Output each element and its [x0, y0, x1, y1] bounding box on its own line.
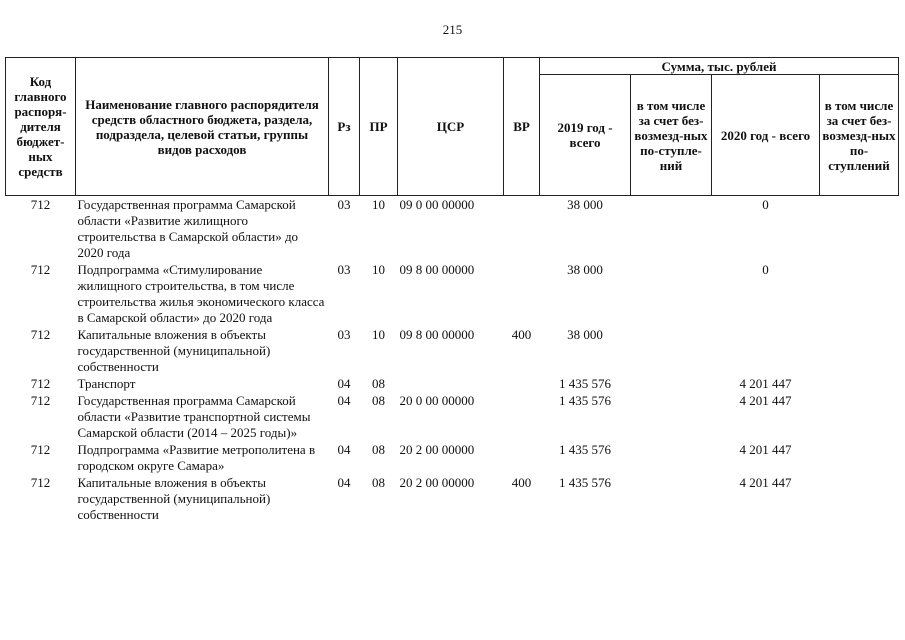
- header-vr: ВР: [504, 58, 540, 196]
- cell-rz: 04: [337, 393, 351, 408]
- cell-2019-total: 38 000: [567, 197, 603, 212]
- cell-code: 712: [30, 262, 51, 277]
- cell-2019-total: 1 435 576: [559, 376, 611, 391]
- cell-name: Подпрограмма «Развитие метрополитена в городском округе Самара»: [77, 442, 316, 473]
- header-code: Код главного распоря-дителя бюджет-ных средств: [6, 58, 76, 196]
- cell-2020-free: [820, 392, 899, 441]
- table-row: [6, 375, 899, 392]
- table-header: [6, 58, 899, 196]
- header-name: Наименование главного распорядителя средств областного бюджета, раздела, подраздела, целевой статьи, группы видов расходов: [76, 58, 329, 196]
- cell-vr: [504, 375, 540, 392]
- header-2020-total: 2020 год - всего: [712, 75, 820, 196]
- cell-vr: 400: [511, 475, 532, 490]
- header-pr: ПР: [360, 58, 398, 196]
- cell-2019-free: [631, 375, 712, 392]
- cell-code: 712: [30, 475, 51, 490]
- cell-name: Транспорт: [77, 376, 136, 391]
- cell-2019-total: 1 435 576: [559, 442, 611, 457]
- cell-2020-total: 4 201 447: [739, 475, 792, 490]
- budget-table: [5, 57, 899, 523]
- cell-2019-total: 38 000: [567, 327, 603, 342]
- page-number: 215: [442, 22, 463, 37]
- cell-code: 712: [30, 376, 51, 391]
- cell-2019-free: [631, 392, 712, 441]
- cell-rz: 03: [337, 197, 351, 212]
- cell-pr: 08: [372, 393, 385, 408]
- table-row: [6, 392, 899, 441]
- cell-csr: 20 2 00 00000: [399, 475, 475, 490]
- cell-2020-total: [712, 326, 820, 375]
- cell-name: Капитальные вложения в объекты государственной (муниципальной) собственности: [77, 327, 271, 374]
- header-2020-free: в том числе за счет без-возмезд-ных по-ступлений: [820, 75, 899, 196]
- cell-2020-total: 0: [762, 262, 769, 277]
- cell-csr: 09 0 00 00000: [399, 197, 475, 212]
- cell-rz: 03: [337, 262, 351, 277]
- cell-csr: 20 0 00 00000: [399, 393, 475, 408]
- cell-code: 712: [30, 393, 51, 408]
- cell-csr: 20 2 00 00000: [399, 442, 475, 457]
- cell-name: Государственная программа Самарской области «Развитие жилищного строительства в Самарской области» до 2020 года: [77, 197, 299, 260]
- cell-2019-free: [631, 326, 712, 375]
- cell-2019-free: [631, 441, 712, 474]
- cell-vr: 400: [511, 327, 532, 342]
- table-row: [6, 196, 899, 262]
- cell-pr: 08: [372, 376, 385, 391]
- cell-2020-free: [820, 375, 899, 392]
- cell-name: Государственная программа Самарской области «Развитие транспортной системы Самарской области (2014 – 2025 годы)»: [77, 393, 311, 440]
- cell-name: Капитальные вложения в объекты государственной (муниципальной) собственности: [77, 475, 271, 522]
- header-2019-free: в том числе за счет без-возмезд-ных по-ступле-ний: [631, 75, 712, 196]
- table-row: [6, 441, 899, 474]
- cell-pr: 10: [372, 262, 385, 277]
- cell-csr: 09 8 00 00000: [399, 262, 475, 277]
- cell-rz: 04: [337, 376, 351, 391]
- cell-vr: [504, 392, 540, 441]
- cell-2020-free: [820, 474, 899, 523]
- cell-csr: 09 8 00 00000: [399, 327, 475, 342]
- header-csr: ЦСР: [398, 58, 504, 196]
- cell-2019-total: 1 435 576: [559, 393, 611, 408]
- cell-code: 712: [30, 327, 51, 342]
- cell-2019-total: 38 000: [567, 262, 603, 277]
- cell-vr: [504, 196, 540, 262]
- cell-pr: 08: [372, 442, 385, 457]
- table-body: [6, 196, 899, 524]
- cell-2020-free: [820, 326, 899, 375]
- header-sum: Сумма, тыс. рублей: [540, 58, 899, 75]
- cell-2020-free: [820, 261, 899, 326]
- cell-rz: 03: [337, 327, 351, 342]
- cell-pr: 10: [372, 327, 385, 342]
- cell-2019-free: [631, 261, 712, 326]
- cell-rz: 04: [337, 442, 351, 457]
- cell-2020-total: 4 201 447: [739, 442, 792, 457]
- cell-2020-total: 4 201 447: [739, 376, 792, 391]
- cell-2020-free: [820, 196, 899, 262]
- cell-pr: 10: [372, 197, 385, 212]
- cell-rz: 04: [337, 475, 351, 490]
- cell-name: Подпрограмма «Стимулирование жилищного строительства, в том числе строительства жилья экономического класса в Самарской области» до 2020 года: [77, 262, 325, 325]
- cell-code: 712: [30, 197, 51, 212]
- cell-vr: [504, 261, 540, 326]
- cell-pr: 08: [372, 475, 385, 490]
- cell-2019-free: [631, 196, 712, 262]
- table-row: [6, 326, 899, 375]
- cell-vr: [504, 441, 540, 474]
- header-2019-total: 2019 год - всего: [540, 75, 631, 196]
- cell-2019-free: [631, 474, 712, 523]
- cell-2019-total: 1 435 576: [559, 475, 611, 490]
- cell-2020-free: [820, 441, 899, 474]
- cell-code: 712: [30, 442, 51, 457]
- cell-2020-total: 0: [762, 197, 769, 212]
- header-rz: Рз: [329, 58, 360, 196]
- cell-csr: [398, 375, 504, 392]
- table-row: [6, 261, 899, 326]
- cell-2020-total: 4 201 447: [739, 393, 792, 408]
- table-row: [6, 474, 899, 523]
